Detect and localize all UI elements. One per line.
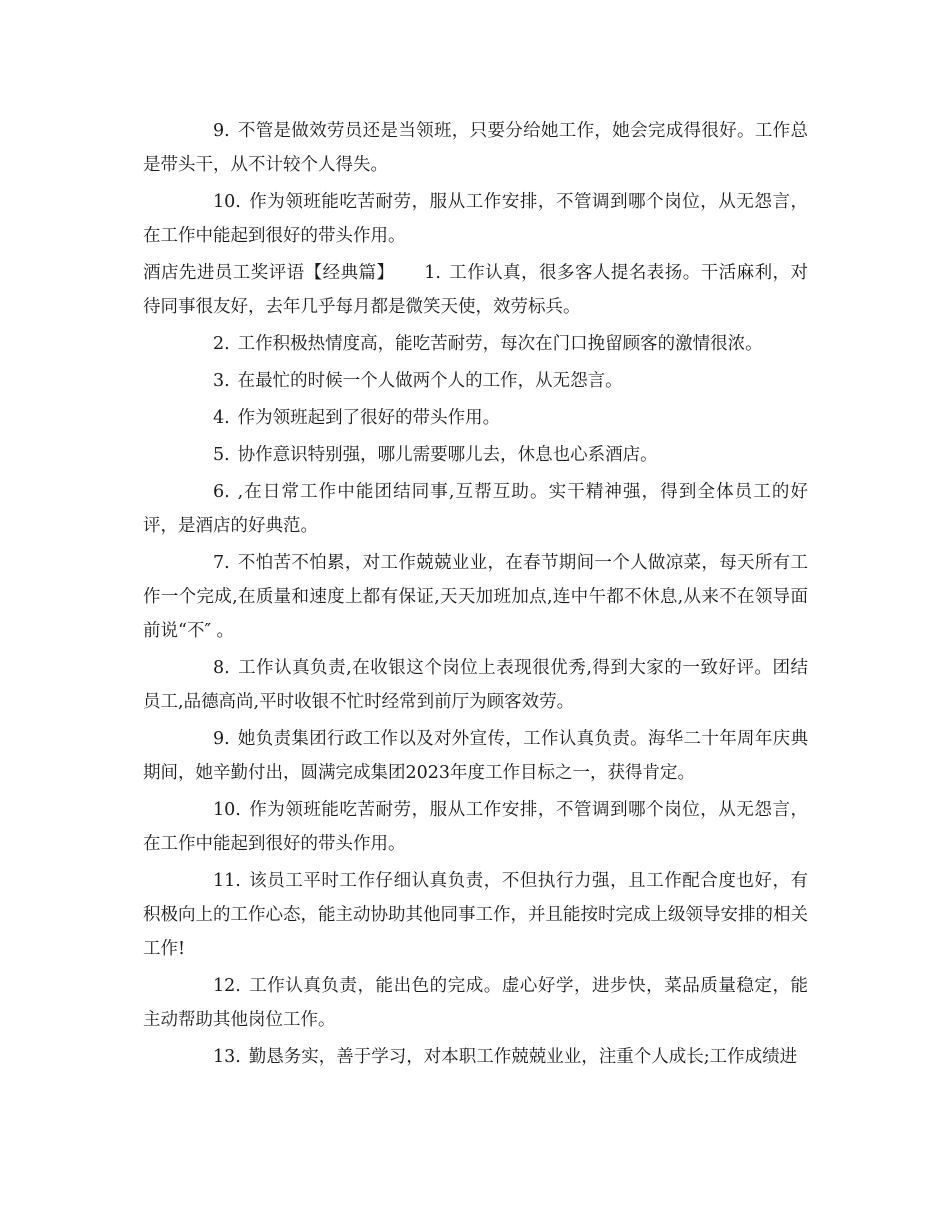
paragraph-12 [143, 969, 808, 1037]
paragraph-text: 在最忙的时候一个人做两个人的工作，从无怨言。 [237, 371, 623, 391]
item-number: 2. [213, 334, 230, 354]
paragraph-8 [143, 651, 808, 719]
item-number: 9. [213, 729, 230, 749]
item-number: 5. [213, 445, 230, 465]
paragraph-text: 作为领班能吃苦耐劳，服从工作安排，不管调到哪个岗位，从无怨言，在工作中能起到很好的带头作用。 [143, 192, 808, 246]
paragraph-text: 她负责集团行政工作以及对外宣传，工作认真负责。海华二十年周年庆典期间，她辛勤付出，圆满完成集团2023年度工作目标之一，获得肯定。 [143, 729, 808, 783]
paragraph-4 [143, 401, 808, 435]
paragraph-9a [143, 114, 808, 182]
item-number: 9. [213, 121, 230, 141]
item-number: 11. [213, 871, 241, 891]
paragraph-text: 作为领班能吃苦耐劳，服从工作安排，不管调到哪个岗位，从无怨言，在工作中能起到很好的带头作用。 [143, 800, 808, 854]
paragraph-10a [143, 185, 808, 253]
document-page [143, 114, 808, 1077]
paragraph-text: 不怕苦不怕累，对工作兢兢业业，在春节期间一个人做凉菜，每天所有工作一个完成,在质量和速度上都有保证,天天加班加点,连中午都不休息,从来不在领导面前说“不″ 。 [143, 553, 808, 641]
paragraph-13 [143, 1040, 808, 1074]
item-number: 3. [213, 371, 230, 391]
item-number: 4. [213, 408, 230, 428]
paragraph-text: 工作认真负责,在收银这个岗位上表现很优秀,得到大家的一致好评。团结员工,品德高尚,平时收银不忙时经常到前厅为顾客效劳。 [143, 658, 808, 712]
paragraph-text: 工作认真负责，能出色的完成。虚心好学，进步快，菜品质量稳定，能主动帮助其他岗位工作。 [143, 976, 808, 1030]
paragraph-5 [143, 438, 808, 472]
paragraph-7 [143, 546, 808, 648]
item-number: 7. [213, 553, 230, 573]
paragraph-11 [143, 864, 808, 966]
item-number: 10. [213, 800, 241, 820]
paragraph-text: 工作积极热情度高，能吃苦耐劳，每次在门口挽留顾客的激情很浓。 [237, 334, 763, 354]
section-heading: 酒店先进员工奖评语【经典篇】 [143, 263, 395, 283]
paragraph-6 [143, 475, 808, 543]
paragraph-text: 工作认真，很多客人提名表扬。干活麻利，对待同事很友好，去年几乎每月都是微笑天使，效劳标兵。 [143, 263, 808, 317]
item-number: 12. [213, 976, 241, 996]
paragraph-section-heading-1 [143, 256, 808, 324]
item-number: 10. [213, 192, 241, 212]
paragraph-10b [143, 793, 808, 861]
paragraph-text: 该员工平时工作仔细认真负责，不但执行力强，且工作配合度也好，有积极向上的工作心态，能主动协助其他同事工作，并且能按时完成上级领导安排的相关工作! [143, 871, 808, 959]
item-number: 8. [213, 658, 230, 678]
paragraph-text: 勤恳务实，善于学习，对本职工作兢兢业业，注重个人成长;工作成绩进 [248, 1047, 798, 1067]
paragraph-9b [143, 722, 808, 790]
item-number: 6. [213, 482, 230, 502]
paragraph-text: 协作意识特别强，哪儿需要哪儿去，休息也心系酒店。 [237, 445, 658, 465]
paragraph-3 [143, 364, 808, 398]
item-number: 1. [424, 263, 441, 283]
item-number: 13. [213, 1047, 241, 1067]
paragraph-text: 作为领班起到了很好的带头作用。 [237, 408, 501, 428]
paragraph-text: 不管是做效劳员还是当领班，只要分给她工作，她会完成得很好。工作总是带头干，从不计较个人得失。 [143, 121, 808, 175]
paragraph-2 [143, 327, 808, 361]
paragraph-text: ,在日常工作中能团结同事,互帮互助。实干精神强，得到全体员工的好评，是酒店的好典范。 [143, 482, 808, 536]
